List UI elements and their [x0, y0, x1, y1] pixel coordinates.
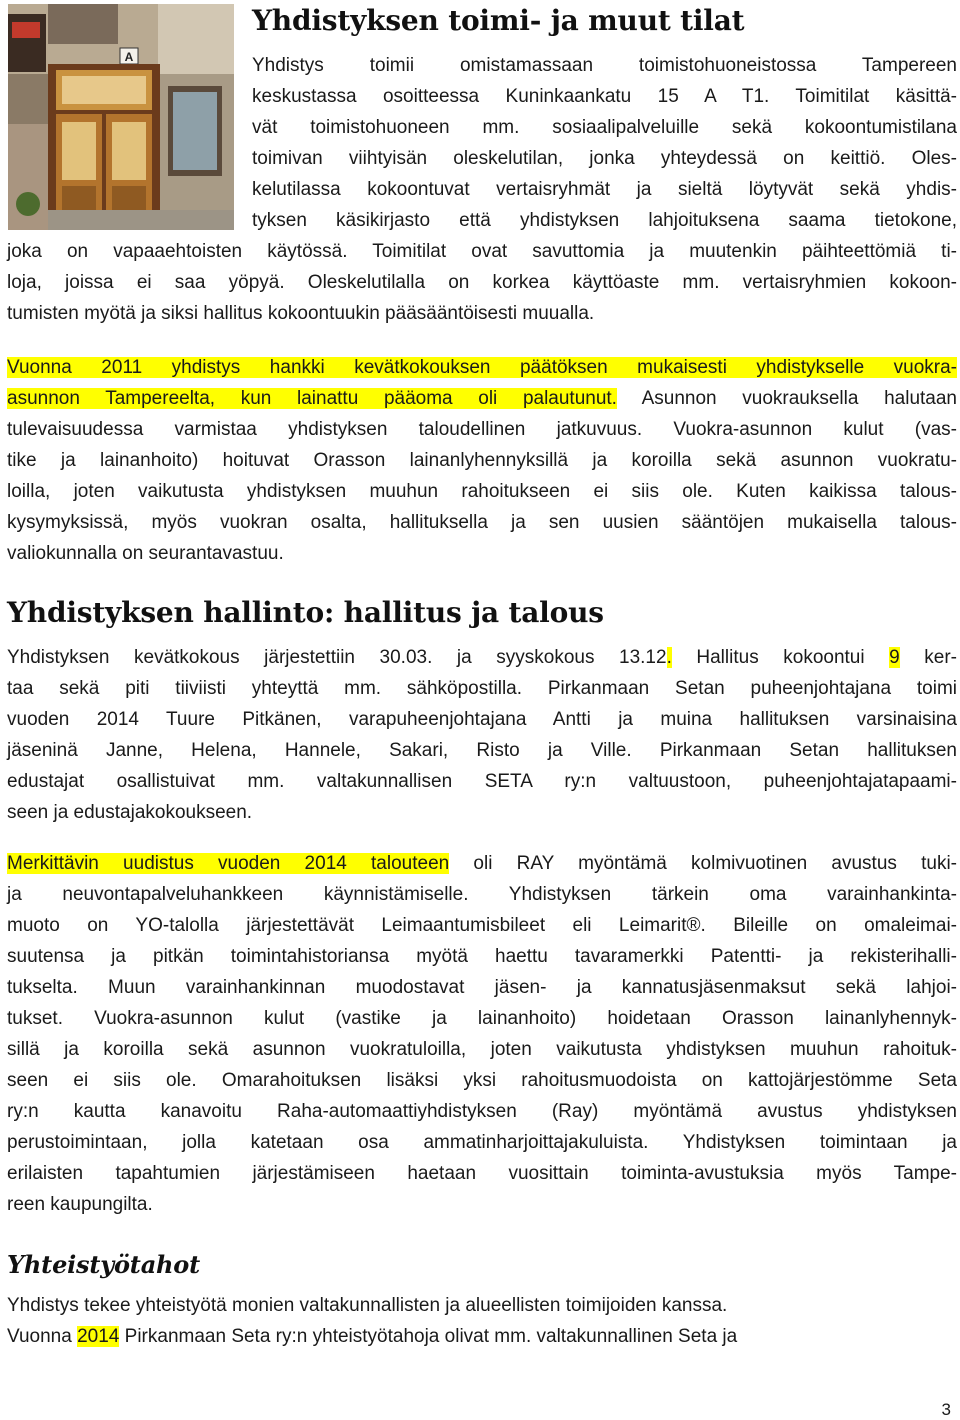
text-line: loilla, joten vaikutusta yhdistyksen muuhun rahoitukseen ei siis ole. Kuten kaikissa talous- [7, 481, 957, 502]
highlighted-text: Merkittävin uudistus vuoden 2014 talouteen [7, 853, 450, 874]
text-line: tumisten myötä ja siksi hallitus kokoontuukin pääsääntöisesti muualla. [7, 303, 595, 324]
text-line [7, 642, 957, 673]
text-line [7, 1321, 957, 1352]
rental-apartment-paragraph [7, 352, 957, 569]
finance-paragraph [7, 848, 957, 1220]
partners-paragraph [7, 1290, 957, 1352]
text-span: Yhdistyksen kevätkokous järjestettiin 30.03. ja syyskokous 13.12 [7, 647, 667, 668]
text-line: Yhdistys toimii omistamassaan toimistohuoneistossa Tampereen [252, 55, 957, 76]
text-line: seen ja edustajakokoukseen. [7, 802, 253, 823]
text-line: perustoimintaan, jolla katetaan osa ammatinharjoittajakuluista. Yhdistyksen toimintaan ja [7, 1132, 957, 1153]
text-line: valiokunnalla on seurantavastuu. [7, 543, 284, 564]
text-line: muoto on YO-talolla järjestettävät Leimaantumisbileet eli Leimarit®. Bileille on omaleimai- [7, 915, 957, 936]
highlighted-text: 2014 [77, 1326, 120, 1347]
highlighted-text: . [666, 647, 672, 668]
text-span: ker- [899, 647, 958, 668]
premises-paragraph [7, 50, 957, 329]
section-title-premises: Yhdistyksen toimi- ja muut tilat [252, 4, 745, 37]
text-line: tike ja lainanhoito) hoituvat Orasson lainanlyhennyksillä ja koroilla sekä asunnon vuokratu- [7, 450, 957, 471]
text-line: loja, joissa ei saa yöpyä. Oleskelutilalla on korkea käyttöaste mm. vertaisryhmien kokoon- [7, 272, 957, 293]
text-span: Hallitus kokoontui [671, 647, 890, 668]
text-line: seen ei siis ole. Omarahoituksen lisäksi yksi rahoitusmuodoista on kattojärjestömme Seta [7, 1070, 957, 1091]
text-line: reen kaupungilta. [7, 1194, 153, 1215]
text-line [7, 848, 957, 879]
text-line: tyksen käsikirjasto että yhdistyksen lahjoituksena saama tietokone, [252, 210, 957, 231]
text-line: ja neuvontapalveluhankkeen käynnistämiselle. Yhdistyksen tärkein oma varainhankinta- [7, 884, 957, 905]
administration-paragraph [7, 642, 957, 828]
highlighted-text: Vuonna 2011 yhdistys hankki kevätkokouksen päätöksen mukaisesti yhdistykselle vuokra- [7, 357, 957, 378]
section-title-partners: Yhteistyötahot [7, 1250, 200, 1279]
text-line: kelutilassa kokoontuvat vertaisryhmät ja sieltä löytyvät sekä yhdis- [252, 179, 957, 200]
highlighted-text: 9 [889, 647, 900, 668]
text-line: vät toimistohuoneen mm. sosiaalipalveluille sekä kokoontumistilana [252, 117, 957, 138]
text-line: taa sekä piti tiiviisti yhteyttä mm. sähköpostilla. Pirkanmaan Setan puheenjohtajana toimi [7, 678, 957, 699]
highlighted-text: asunnon Tampereelta, kun lainattu pääoma oli palautunut. [7, 388, 617, 409]
text-line [7, 383, 957, 414]
text-line: tukset. Vuokra-asunnon kulut (vastike ja lainanhoito) hoidetaan Orasson lainanlyhennyk- [7, 1008, 957, 1029]
text-line: keskustassa osoitteessa Kuninkaankatu 15 A T1. Toimitilat käsittä- [252, 86, 957, 107]
text-line: Yhdistys tekee yhteistyötä monien valtakunnallisten ja alueellisten toimijoiden kanssa. [7, 1295, 728, 1316]
text-line: tukselta. Muun varainhankinnan muodostavat jäsen- ja kannatusjäsenmaksut sekä lahjoi- [7, 977, 957, 998]
text-line: suutensa ja pitkän toimintahistoriansa myötä haettu tavaramerkki Patentti- ja rekisterihalli- [7, 946, 957, 967]
text-span: Asunnon vuokrauksella halutaan [616, 388, 957, 409]
photo-sign-text: A [124, 50, 134, 64]
text-line: edustajat osallistuivat mm. valtakunnallisen SETA ry:n valtuustoon, puheenjohtajatapaami- [7, 771, 957, 792]
text-line: kysymyksissä, myös vuokran osalta, hallituksella ja sen uusien sääntöjen mukaisella talous- [7, 512, 957, 533]
text-line [7, 352, 957, 383]
text-line: tulevaisuudessa varmistaa yhdistyksen taloudellinen jatkuvuus. Vuokra-asunnon kulut (vas- [7, 419, 957, 440]
text-line: jäseninä Janne, Helena, Hannele, Sakari, Risto ja Ville. Pirkanmaan Setan hallituksen [7, 740, 957, 761]
text-span: Pirkanmaan Seta ry:n yhteistyötahoja olivat mm. valtakunnallinen Seta ja [119, 1326, 738, 1347]
text-line: erilaisten tapahtumien järjestämiseen haetaan vuosittain toiminta-avustuksia myös Tampe- [7, 1163, 957, 1184]
text-line: toimivan viihtyisän oleskelutilan, jonka yhteydessä on keittiö. Oles- [252, 148, 957, 169]
text-line: joka on vapaaehtoisten käytössä. Toimitilat ovat savuttomia ja muutenkin päihteettömiä ti- [7, 241, 957, 262]
text-span: Vuonna [7, 1326, 78, 1347]
text-line: vuoden 2014 Tuure Pitkänen, varapuheenjohtajana Antti ja muina hallituksen varsinaisina [7, 709, 957, 730]
text-span: oli RAY myöntämä kolmivuotinen avustus tuki- [449, 853, 957, 874]
text-line: ry:n kautta kanavoitu Raha-automaattiyhdistyksen (Ray) myöntämä avustus yhdistyksen [7, 1101, 957, 1122]
text-line: sillä ja koroilla sekä asunnon vuokratuloilla, joten vaikutusta yhdistyksen muuhun rahoituk- [7, 1039, 957, 1060]
page-number: 3 [941, 1400, 951, 1419]
section-title-administration: Yhdistyksen hallinto: hallitus ja talous [7, 596, 604, 629]
